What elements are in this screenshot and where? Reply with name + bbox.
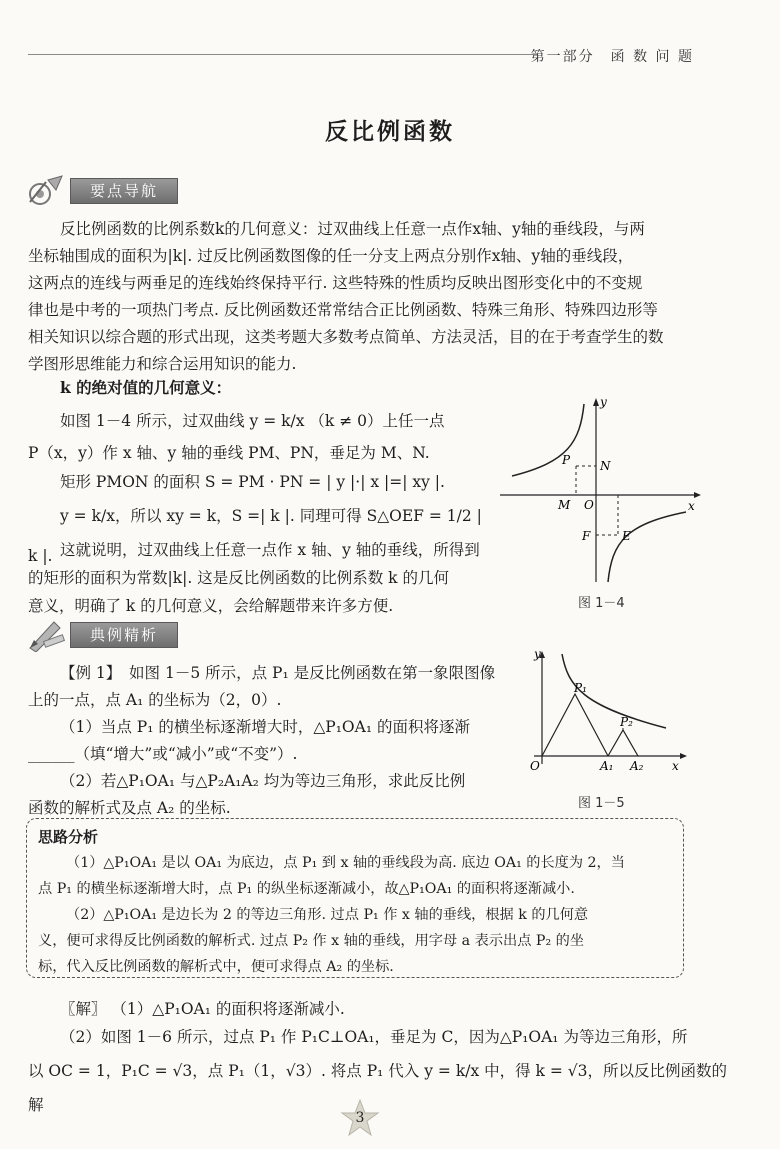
k-line-6: 的矩形的面积为常数|k|. 这是反比例函数的比例系数 k 的几何 xyxy=(28,569,449,587)
k-line-4: y = k/x，所以 xy = k，S =| k |. 同理可得 S△OEF = 1/2 | k |. xyxy=(28,507,482,565)
example-line-6: 函数的解析式及点 A₂ 的坐标. xyxy=(28,799,231,817)
example-1 xyxy=(28,660,508,822)
label-A2: A₂ xyxy=(630,759,644,773)
label-M: M xyxy=(558,498,571,512)
intro-line-5: 相关知识以综合题的形式出现，这类考题大多数考点简单、方法灵活，目的在于考查学生的数 xyxy=(28,328,664,346)
example-line-5: （2）若△P₁OA₁ 与△P₂A₁A₂ 均为等边三角形，求此反比例 xyxy=(60,772,466,790)
intro-line-2: 坐标轴围成的面积为|k|. 过反比例函数图像的任一分支上两点分别作x轴、y轴的垂线段， xyxy=(28,247,634,265)
label-O: O xyxy=(530,759,540,773)
analysis-line-5: 标，代入反比例函数的解析式中，便可求得点 A₂ 的坐标. xyxy=(38,959,394,975)
k-line-3: 矩形 PMON 的面积 S = PM · PN = | y |·| x |=| xy |. xyxy=(60,473,445,491)
label-A1: A₁ xyxy=(600,759,614,773)
label-O: O xyxy=(584,498,594,512)
example-line-2: 上的一点，点 A₁ 的坐标为（2，0）. xyxy=(28,691,282,709)
analysis-line-3: （2）△P₁OA₁ 是边长为 2 的等边三角形. 过点 P₁ 作 x 轴的垂线，根据 k 的几何意 xyxy=(66,907,589,923)
analysis-line-2: 点 P₁ 的横坐标逐渐增大时，点 P₁ 的纵坐标逐渐减小，故△P₁OA₁ 的面积将逐渐减小. xyxy=(38,881,575,897)
solution-line-3: 以 OC = 1，P₁C = √3，点 P₁（1，√3）. 将点 P₁ 代入 y = k/x 中，得 k = √3，所以反比例函数的解 xyxy=(28,1062,728,1114)
intro-line-3: 这两点的连线与两垂足的连线始终保持平行. 这些特殊的性质均反映出图形变化中的不变规 xyxy=(28,274,643,292)
pencil-ruler-icon xyxy=(26,616,66,652)
triangle-P2A1A2 xyxy=(608,730,638,756)
figure-1-5-caption: 图 1－5 xyxy=(578,796,625,811)
analysis-line-4: 义，便可求得反比例函数的解析式. 过点 P₂ 作 x 轴的垂线，用字母 a 表示出点 P₂ 的坐 xyxy=(38,933,585,949)
k-line-7: 意义，明确了 k 的几何意义，会给解题带来许多方便. xyxy=(28,597,394,615)
label-x: x xyxy=(672,759,679,773)
analysis-line-1: （1）△P₁OA₁ 是以 OA₁ 为底边，点 P₁ 到 x 轴的垂线段为高. 底边 OA₁ 的长度为 2，当 xyxy=(66,855,625,871)
label-P1: P₁ xyxy=(574,681,587,695)
label-E: E xyxy=(622,529,631,543)
intro-line-6: 学图形思维能力和综合运用知识的能力. xyxy=(28,355,297,373)
solution-line-2: （2）如图 1－6 所示，过点 P₁ 作 P₁C⊥OA₁，垂足为 C，因为△P₁OA₁ 为等边三角形，所 xyxy=(60,1028,688,1046)
example-line-4: ______（填“增大”或“减小”或“不变”）. xyxy=(28,745,298,763)
running-header: 第一部分 函 数 问 题 xyxy=(530,49,694,65)
figure-1-4-caption: 图 1－4 xyxy=(578,596,625,611)
intro-line-1: 反比例函数的比例系数k的几何意义：过双曲线上任意一点作x轴、y轴的垂线段，与两 xyxy=(60,220,645,238)
page-number: 3 xyxy=(355,1110,365,1126)
label-y: y xyxy=(534,647,541,661)
compass-icon xyxy=(26,172,66,208)
figure-1-4-hyperbola xyxy=(496,392,706,588)
k-line-5: 这就说明，过双曲线上任意一点作 x 轴、y 轴的垂线，所得到 xyxy=(60,541,480,559)
analysis-title: 思路分析 xyxy=(38,828,99,846)
section-heading-key-points: 要点导航 xyxy=(70,178,178,204)
intro-paragraph xyxy=(28,216,708,378)
k-line-2: P（x，y）作 x 轴、y 轴的垂线 PM、PN，垂足为 M、N. xyxy=(28,444,430,462)
label-x: x xyxy=(688,499,695,513)
figure-1-5-triangles xyxy=(512,646,690,776)
label-P2: P₂ xyxy=(620,715,633,729)
solution xyxy=(28,996,728,1114)
analysis-text xyxy=(38,850,678,980)
example-line-1: 【例 1】 如图 1－5 所示，点 P₁ 是反比例函数在第一象限图像 xyxy=(60,664,496,682)
header-rule xyxy=(28,54,538,55)
hyperbola-branch-right xyxy=(608,512,686,582)
page-title: 反比例函数 xyxy=(325,119,455,145)
k-meaning-heading: k 的绝对值的几何意义： xyxy=(60,378,232,397)
label-N: N xyxy=(600,459,611,473)
k-meaning-text xyxy=(28,404,488,620)
label-F: F xyxy=(582,529,591,543)
hyperbola-branch-left xyxy=(512,404,584,476)
intro-line-4: 律也是中考的一项热门考点. 反比例函数还常常结合正比例函数、特殊三角形、特殊四边形等 xyxy=(28,301,658,319)
solution-line-1: 〖解〗 （1）△P₁OA₁ 的面积将逐渐减小. xyxy=(60,1000,345,1018)
example-line-3: （1）当点 P₁ 的横坐标逐渐增大时，△P₁OA₁ 的面积将逐渐 xyxy=(60,718,470,736)
k-line-1: 如图 1－4 所示，过双曲线 y = k/x （k ≠ 0）上任一点 xyxy=(60,412,445,430)
label-y: y xyxy=(600,395,607,409)
section-heading-examples: 典例精析 xyxy=(70,622,178,648)
label-P: P xyxy=(562,453,571,467)
